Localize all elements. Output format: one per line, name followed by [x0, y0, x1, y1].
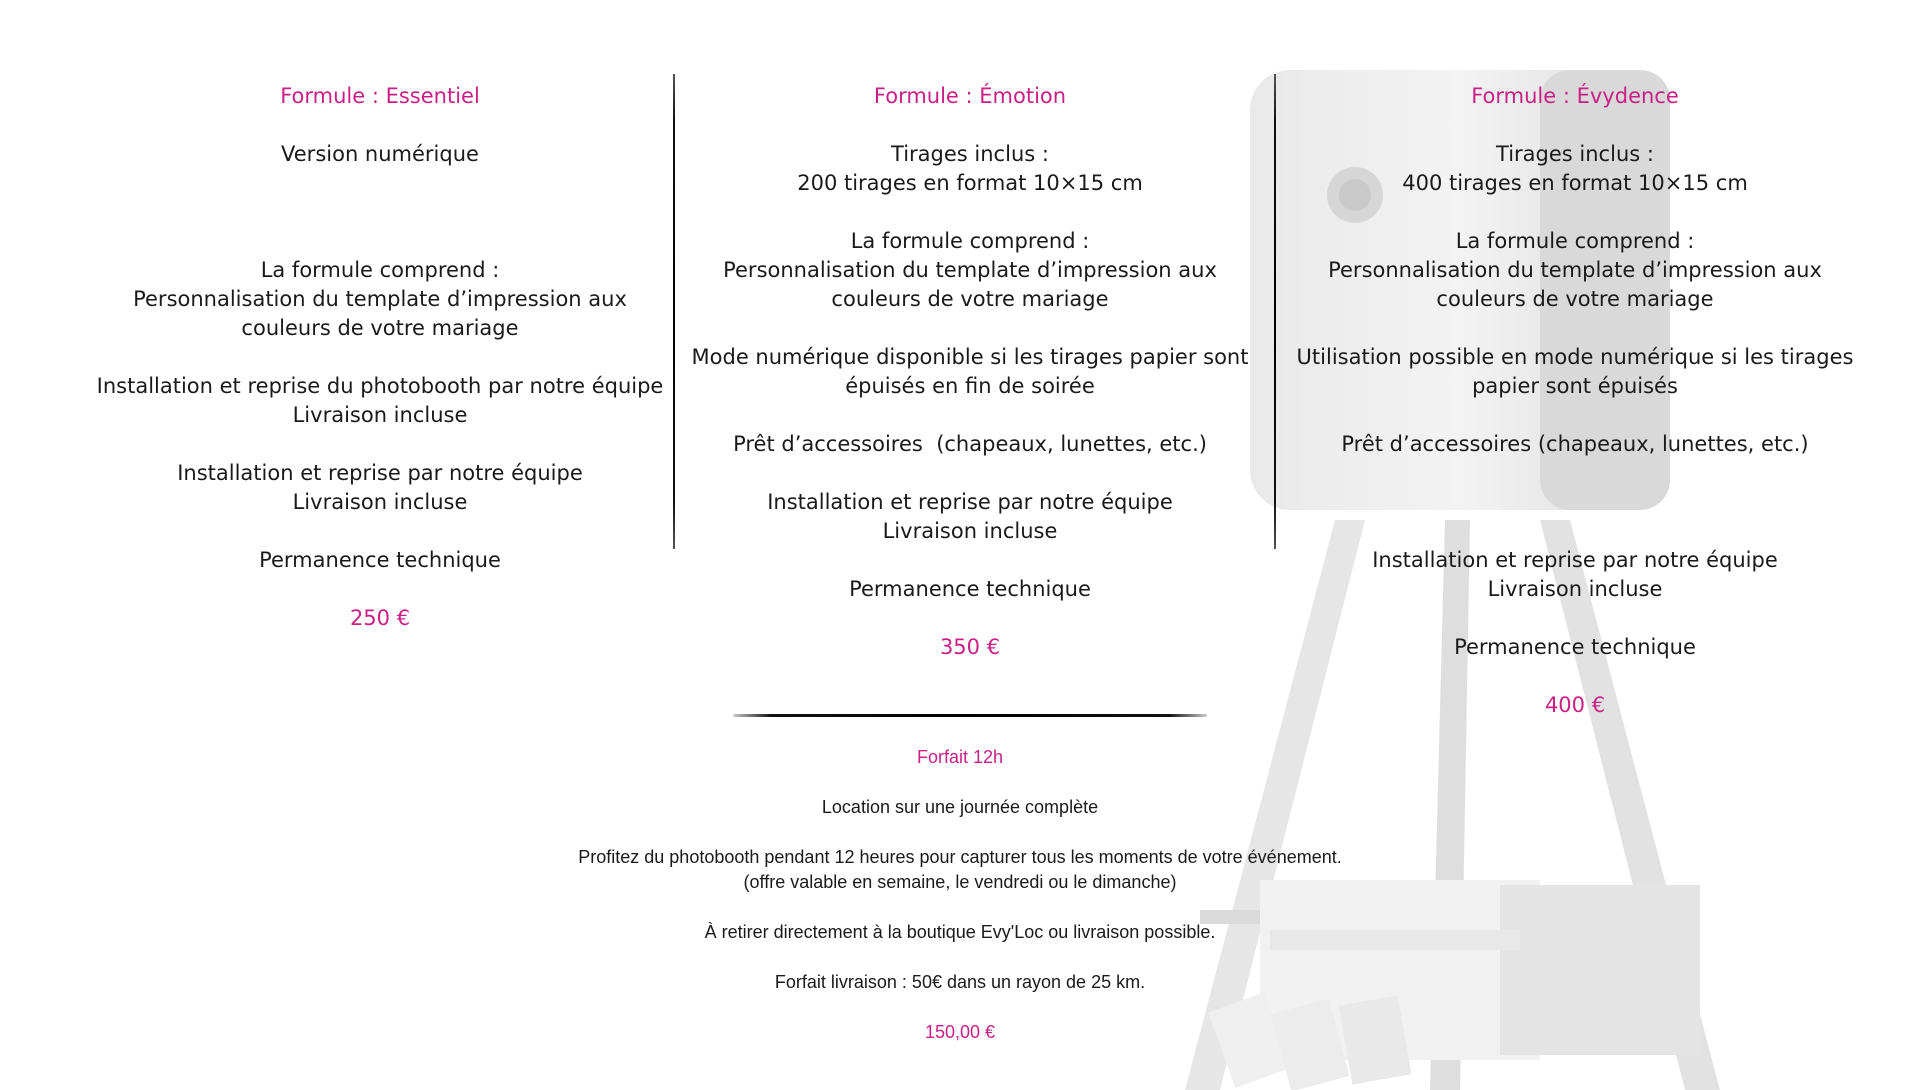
forfait-delivery: Forfait livraison : 50€ dans un rayon de 25 km.	[774, 972, 1146, 992]
feature-item	[685, 488, 1255, 546]
feature-item	[1275, 343, 1875, 401]
formula-title: Formule : Émotion	[873, 84, 1067, 108]
formula-price: 350 €	[939, 635, 1001, 659]
prints-detail: 200 tirages en format 10×15 cm	[797, 171, 1143, 195]
feature-item: Permanence technique	[1454, 635, 1696, 659]
feature-line: Installation et reprise par notre équipe	[177, 461, 583, 485]
spacer	[1275, 488, 1875, 517]
feature-line: Installation et reprise par notre équipe	[1372, 548, 1778, 572]
feature-item	[95, 459, 665, 517]
feature-item	[95, 372, 665, 430]
feature-line: Livraison incluse	[292, 403, 468, 427]
prints-heading: Tirages inclus :	[1496, 142, 1654, 166]
feature-item	[685, 343, 1255, 401]
includes-line: Personnalisation du template d’impression aux	[723, 258, 1217, 282]
prints-heading: Tirages inclus :	[891, 142, 1049, 166]
formula-includes	[95, 256, 665, 343]
description-line: (offre valable en semaine, le vendredi ou le dimanche)	[743, 872, 1177, 892]
includes-heading: La formule comprend :	[1455, 229, 1695, 253]
column-divider	[673, 74, 675, 549]
feature-line: Utilisation possible en mode numérique si les tirages	[1296, 345, 1854, 369]
feature-item	[1275, 546, 1875, 604]
formula-title: Formule : Essentiel	[280, 84, 480, 108]
formula-essentiel	[95, 82, 665, 662]
formula-subtitle: Version numérique	[281, 142, 479, 166]
forfait-title: Forfait 12h	[916, 747, 1004, 767]
includes-line: couleurs de votre mariage	[1436, 287, 1714, 311]
section-divider	[733, 714, 1207, 717]
feature-line: papier sont épuisés	[1472, 374, 1678, 398]
feature-line: Installation et reprise par notre équipe	[767, 490, 1173, 514]
feature-line: Livraison incluse	[882, 519, 1058, 543]
formula-includes	[1275, 227, 1875, 314]
includes-heading: La formule comprend :	[850, 229, 1090, 253]
formula-prints	[685, 140, 1255, 198]
includes-heading: La formule comprend :	[260, 258, 500, 282]
includes-line: couleurs de votre mariage	[241, 316, 519, 340]
formula-title: Formule : Évydence	[1471, 84, 1679, 108]
description-line: Profitez du photobooth pendant 12 heures pour capturer tous les moments de votre événement.	[578, 847, 1342, 867]
includes-line: Personnalisation du template d’impression aux	[1328, 258, 1822, 282]
feature-line: Livraison incluse	[1487, 577, 1663, 601]
feature-item: Prêt d’accessoires (chapeaux, lunettes, etc.)	[1341, 432, 1809, 456]
formula-prints	[1275, 140, 1875, 198]
prints-detail: 400 tirages en format 10×15 cm	[1402, 171, 1748, 195]
forfait-pickup: À retirer directement à la boutique Evy'Loc ou livraison possible.	[704, 922, 1216, 942]
forfait-subtitle: Location sur une journée complète	[821, 797, 1099, 817]
formula-emotion	[685, 82, 1255, 691]
includes-line: couleurs de votre mariage	[831, 287, 1109, 311]
feature-item: Permanence technique	[259, 548, 501, 572]
includes-line: Personnalisation du template d’impression aux	[133, 287, 627, 311]
feature-line: Installation et reprise du photobooth par notre équipe	[96, 374, 664, 398]
spacer	[95, 198, 665, 227]
formula-price: 400 €	[1544, 693, 1606, 717]
feature-line: Livraison incluse	[292, 490, 468, 514]
formula-evydence	[1275, 82, 1875, 749]
forfait-price: 150,00 €	[924, 1022, 996, 1042]
forfait-12h	[460, 745, 1460, 1070]
feature-line: Mode numérique disponible si les tirages papier sont	[691, 345, 1249, 369]
formula-price: 250 €	[349, 606, 411, 630]
formula-includes	[685, 227, 1255, 314]
feature-item: Permanence technique	[849, 577, 1091, 601]
feature-line: épuisés en fin de soirée	[845, 374, 1095, 398]
feature-item: Prêt d’accessoires (chapeaux, lunettes, etc.)	[733, 432, 1207, 456]
forfait-description	[460, 845, 1460, 895]
